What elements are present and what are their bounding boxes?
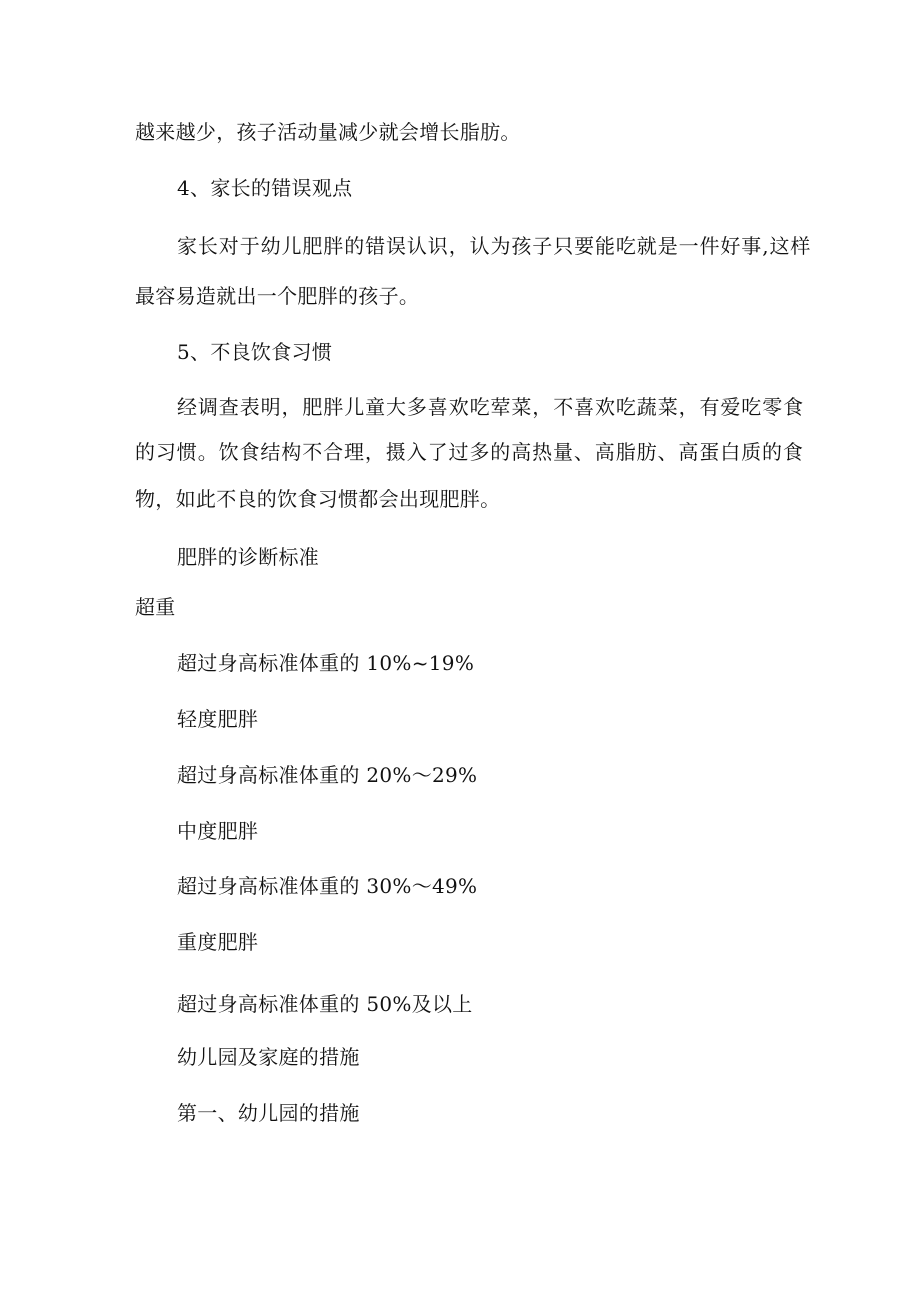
paragraph-continuation: 越来越少，孩子活动量减少就会增长脂肪。: [135, 120, 521, 144]
severe-obesity-value: 超过身高标准体重的 50%及以上: [177, 992, 473, 1016]
paragraph-cause-5-line-1: 经调查表明，肥胖儿童大多喜欢吃荤菜，不喜欢吃蔬菜，有爱吃零食: [177, 395, 804, 419]
paragraph-cause-4-line-1: 家长对于幼儿肥胖的错误认识，认为孩子只要能吃就是一件好事,这样: [177, 234, 812, 258]
mild-obesity-value: 超过身高标准体重的 20%～29%: [177, 763, 478, 787]
severe-obesity-label: 重度肥胖: [177, 930, 259, 954]
diagnosis-title: 肥胖的诊断标准: [177, 545, 320, 569]
moderate-obesity-value: 超过身高标准体重的 30%～49%: [177, 874, 478, 898]
measures-first: 第一、幼儿园的措施: [177, 1101, 360, 1125]
paragraph-cause-4-line-2: 最容易造就出一个肥胖的孩子。: [135, 284, 420, 308]
measures-title: 幼儿园及家庭的措施: [177, 1045, 360, 1069]
heading-cause-5: 5、不良饮食习惯: [177, 340, 333, 364]
overweight-label: 超重: [135, 595, 176, 619]
mild-obesity-label: 轻度肥胖: [177, 707, 259, 731]
heading-cause-4: 4、家长的错误观点: [177, 176, 353, 200]
paragraph-cause-5-line-3: 物，如此不良的饮食习惯都会出现肥胖。: [135, 487, 501, 511]
paragraph-cause-5-line-2: 的习惯。饮食结构不合理，摄入了过多的高热量、高脂肪、高蛋白质的食: [135, 440, 804, 464]
overweight-value: 超过身高标准体重的 10%~19%: [177, 651, 475, 675]
moderate-obesity-label: 中度肥胖: [177, 819, 259, 843]
